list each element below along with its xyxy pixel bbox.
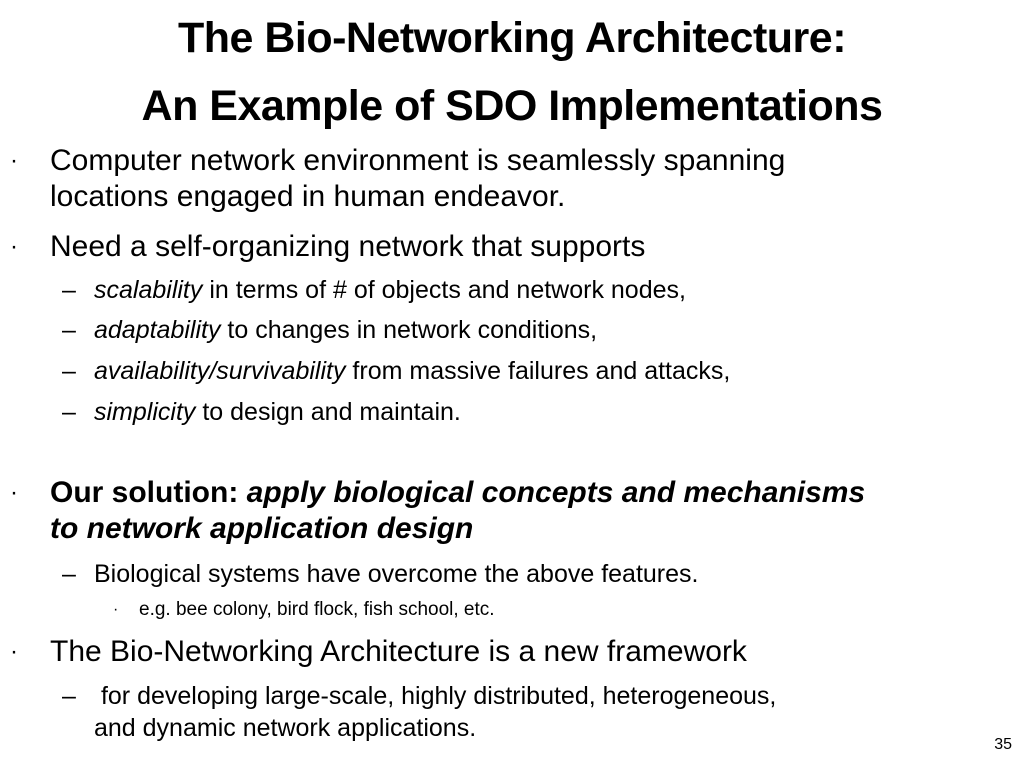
sub-item-text: to changes in network conditions, [220,316,598,344]
dash-marker: – [62,276,76,304]
sub-item-availability [62,355,731,387]
sub-item-term: simplicity [94,398,196,426]
bullet-network-environment [10,143,786,215]
bullet-self-organizing-network [10,229,646,265]
dash-marker: – [62,357,76,385]
bullet-text-line-2: locations engaged in human endeavor. [50,180,566,213]
bullet-text: Need a self-organizing network that supports [50,230,646,263]
bullet-marker: · [10,638,18,665]
bullet-marker: · [10,147,18,174]
solution-emphasis-line-1: apply biological concepts and mechanisms [246,476,866,509]
bullet-text-line-1: Computer network environment is seamlessly spanning [50,144,786,177]
sub-item-framework-purpose [62,680,777,744]
sub-item-text: in terms of # of objects and network nodes, [202,276,686,304]
slide-title [0,4,1024,140]
bullet-marker: · [10,479,18,506]
sub-item-simplicity [62,396,461,428]
bullet-marker: · [113,601,119,618]
sub-item-term: adaptability [94,316,221,344]
subsub-item-text: e.g. bee colony, bird flock, fish school, etc. [139,599,495,620]
sub-item-text-line-2: and dynamic network applications. [94,714,477,742]
sub-item-text: to design and maintain. [195,398,461,426]
bullet-marker: · [10,233,18,260]
dash-marker: – [62,682,76,710]
sub-item-text: from massive failures and attacks, [345,357,731,385]
subsub-item-examples [113,598,495,622]
dash-marker: – [62,316,76,344]
sub-item-scalability [62,274,686,306]
title-line-1: The Bio-Networking Architecture: [177,14,847,62]
solution-emphasis-line-2: to network application design [50,512,474,545]
sub-item-text: Biological systems have overcome the above features. [94,560,699,588]
sub-item-biological-systems [62,558,699,590]
bullet-bio-networking-framework [10,634,747,670]
sub-item-adaptability [62,314,598,346]
page-number: 35 [994,736,1012,753]
dash-marker: – [62,560,76,588]
sub-item-text-line-1: for developing large-scale, highly distributed, heterogeneous, [94,682,777,710]
sub-item-term: scalability [94,276,203,304]
sub-item-term: availability/survivability [94,357,346,385]
bullet-our-solution [10,475,866,547]
solution-lead: Our solution: [50,476,247,509]
title-line-2: An Example of SDO Implementations [141,82,883,130]
dash-marker: – [62,398,76,426]
bullet-text: The Bio-Networking Architecture is a new framework [50,635,747,668]
